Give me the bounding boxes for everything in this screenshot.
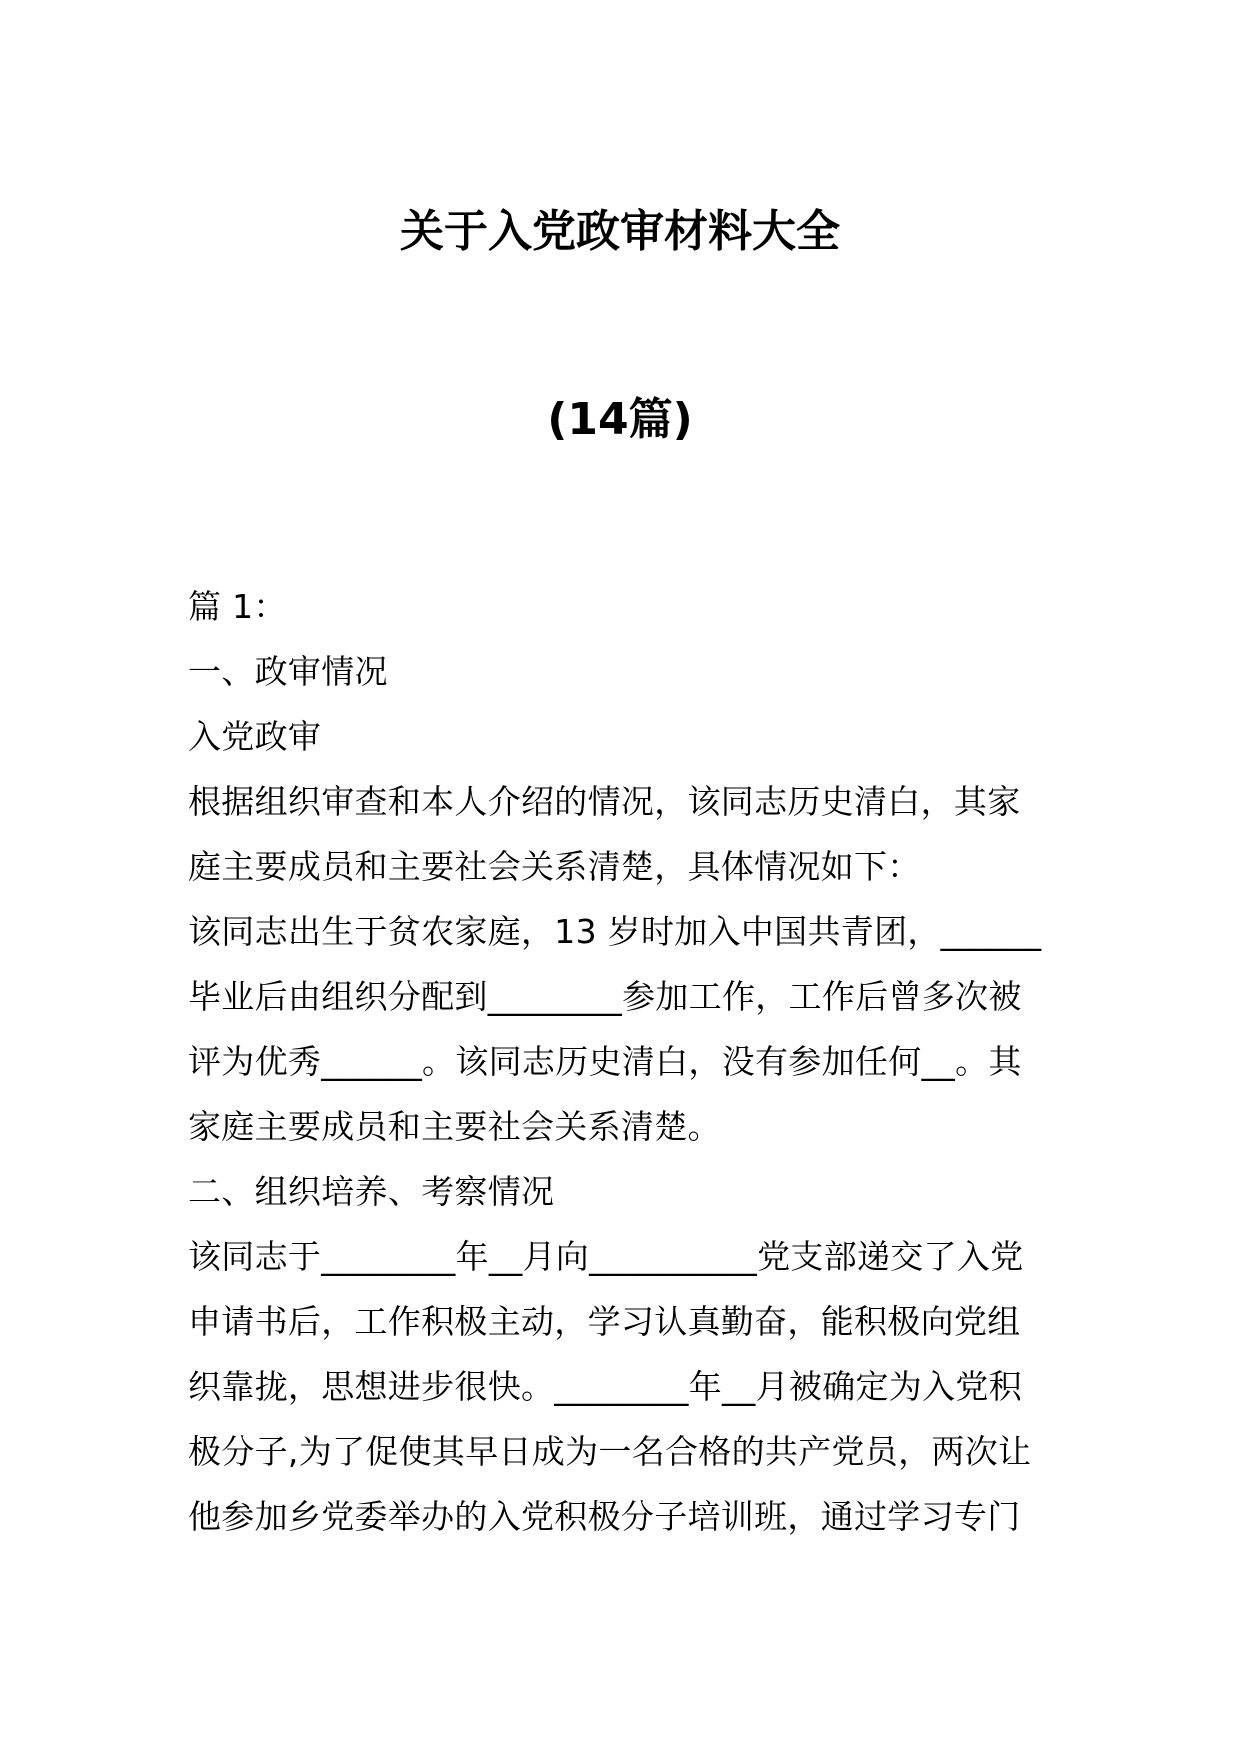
paragraph-line: 他参加乡党委举办的入党积极分子培训班，通过学习专门 (188, 1497, 1021, 1536)
subheading: 入党政审 (188, 717, 322, 756)
paragraph-line: 毕业后由组织分配到________参加工作，工作后曾多次被 (188, 977, 1022, 1016)
section-heading-2: 二、组织培养、考察情况 (188, 1172, 555, 1211)
document-subtitle: (14篇) (547, 394, 693, 445)
paragraph-line: 申请书后，工作积极主动，学习认真勤奋，能积极向党组 (188, 1302, 1021, 1341)
paragraph-line: 极分子,为了促使其早日成为一名合格的共产党员，两次让 (188, 1432, 1032, 1471)
section-heading-1: 一、政审情况 (188, 652, 388, 691)
paragraph-line: 织靠拢，思想进步很快。________年__月被确定为入党积 (188, 1367, 1022, 1406)
paragraph-line: 庭主要成员和主要社会关系清楚，具体情况如下： (188, 847, 921, 886)
document-body (188, 574, 1058, 1549)
section-label: 篇 1： (188, 587, 287, 626)
paragraph-line: 家庭主要成员和主要社会关系清楚。 (188, 1107, 721, 1146)
paragraph-line: 该同志出生于贫农家庭，13 岁时加入中国共青团，______ (188, 912, 1042, 951)
paragraph-line: 该同志于________年__月向__________党支部递交了入党 (188, 1237, 1024, 1276)
paragraph-line: 根据组织审查和本人介绍的情况，该同志历史清白，其家 (188, 782, 1021, 821)
document-title: 关于入党政审材料大全 (400, 206, 840, 257)
paragraph-line: 评为优秀______。该同志历史清白，没有参加任何__。其 (188, 1042, 1022, 1081)
